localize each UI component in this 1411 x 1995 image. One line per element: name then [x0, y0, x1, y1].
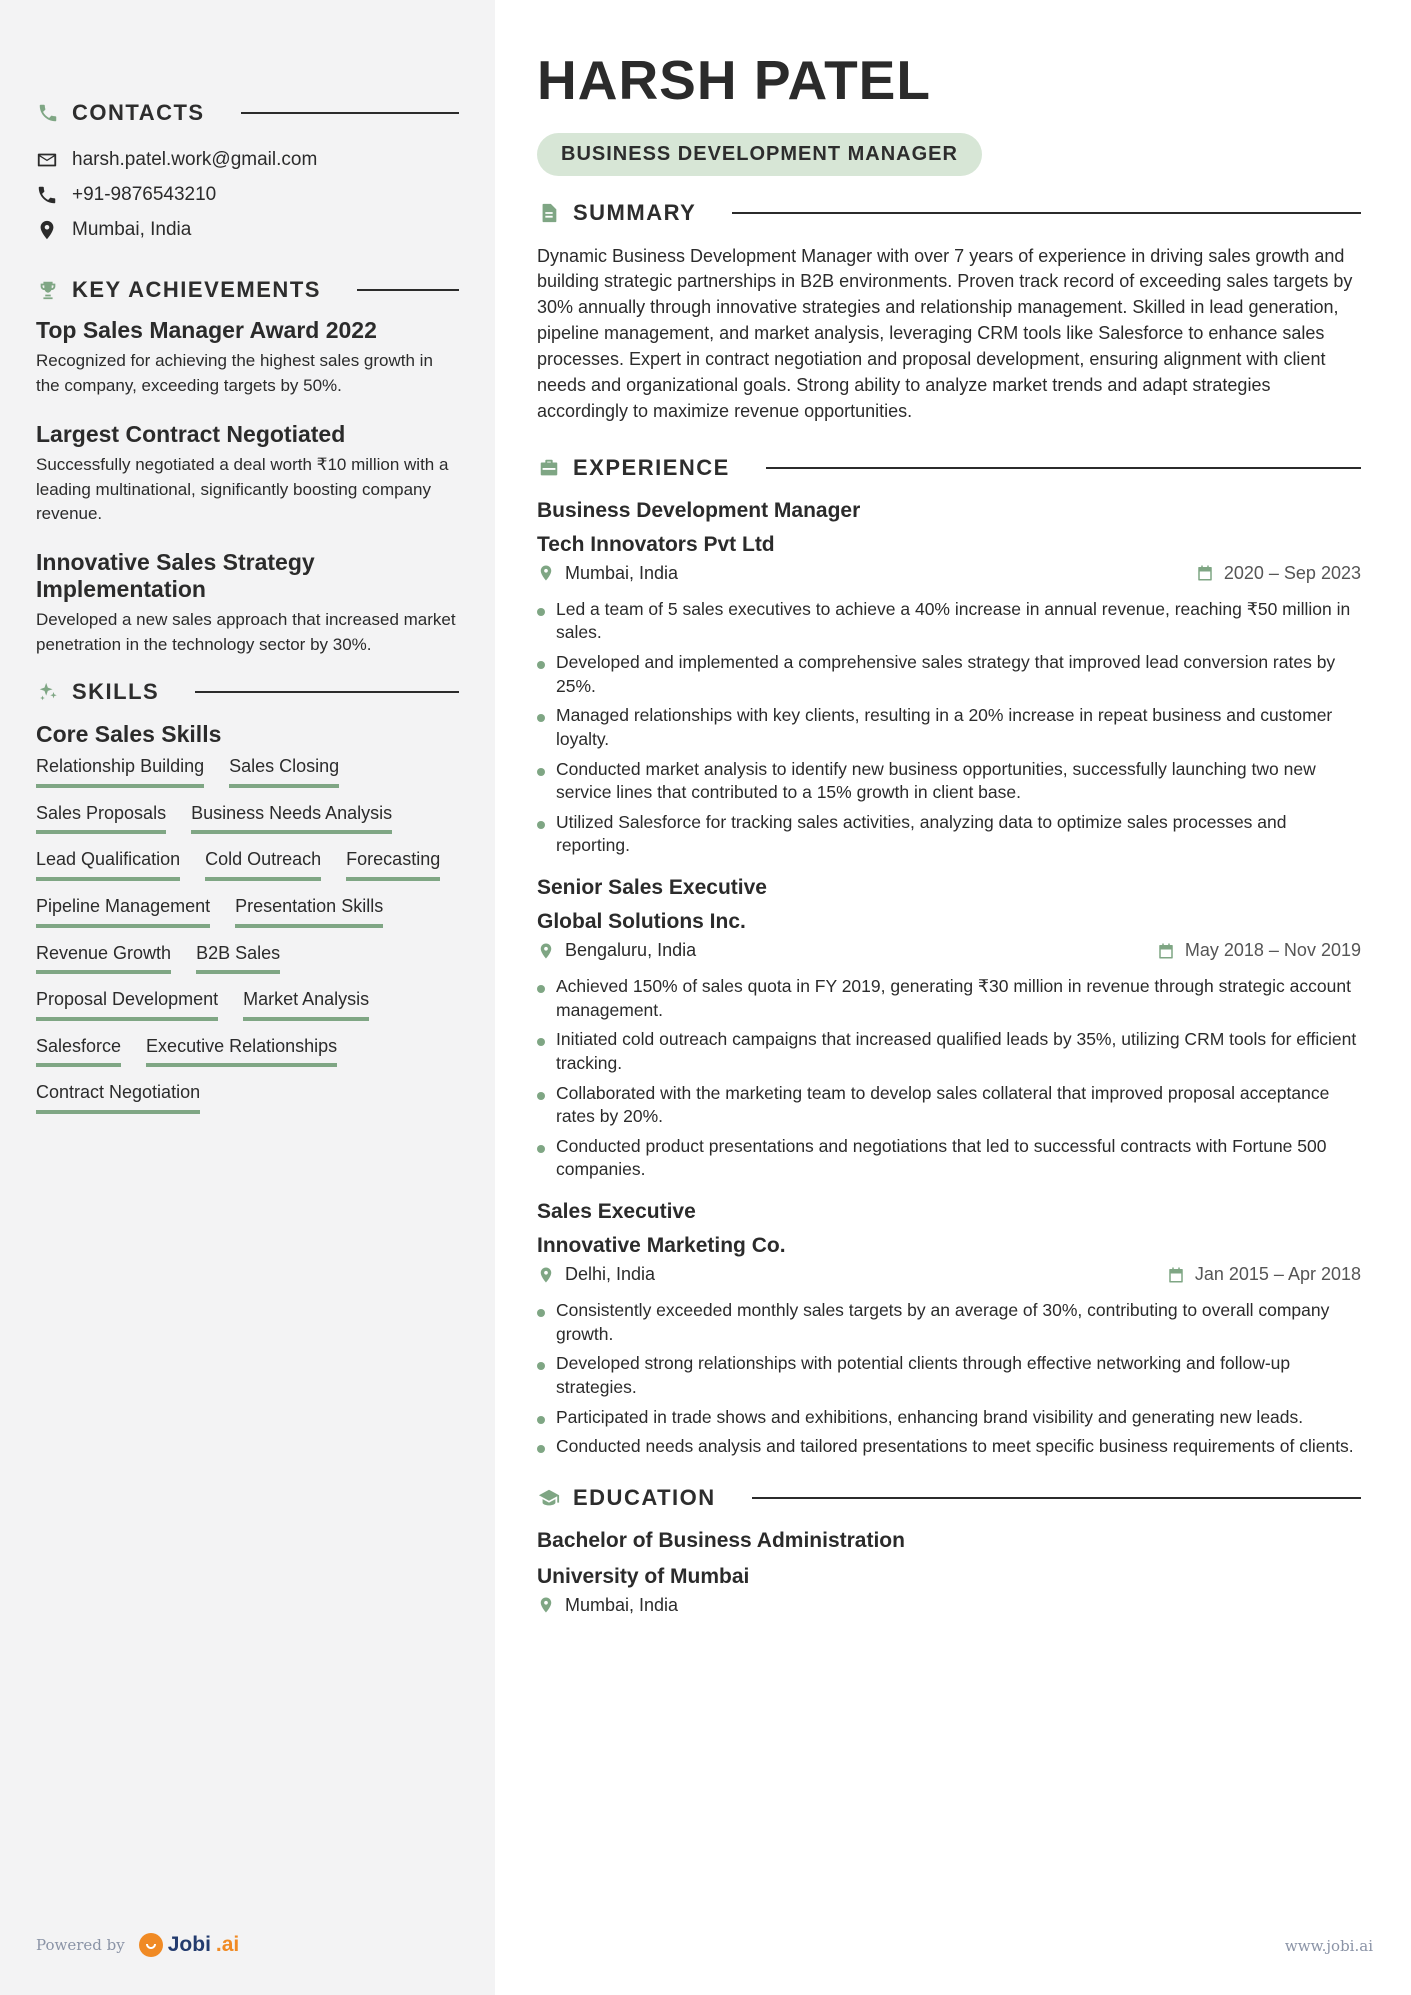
site-url[interactable]: www.jobi.ai	[1284, 1937, 1373, 1955]
job-meta	[537, 1264, 1361, 1285]
jobi-logo-text: Jobi	[167, 1933, 211, 1956]
skills-title: SKILLS	[72, 679, 160, 705]
job-title: Business Development Manager	[537, 498, 861, 522]
skill-chip: Cold Outreach	[205, 849, 321, 881]
job-location-text: Delhi, India	[565, 1264, 656, 1285]
job-location	[537, 563, 678, 584]
education-school: University of Mumbai	[537, 1564, 750, 1588]
achievement-title: Largest Contract Negotiated	[36, 420, 346, 447]
candidate-name: HARSH PATEL	[537, 49, 931, 111]
achievement-item	[36, 317, 459, 399]
job-dates	[1167, 1264, 1361, 1285]
job-location-text: Mumbai, India	[565, 562, 679, 583]
location-pin-icon	[36, 219, 58, 241]
job-title: Senior Sales Executive	[537, 876, 767, 900]
calendar-icon	[1157, 942, 1175, 960]
education-meta	[537, 1595, 1361, 1616]
job-bullets	[537, 975, 1361, 1182]
job-dates-text: Jan 2015 – Apr 2018	[1194, 1264, 1361, 1285]
job-bullet: Collaborated with the marketing team to develop sales collateral that improved proposal acceptance rates by 20%.	[537, 1082, 1361, 1129]
skill-chip: Presentation Skills	[235, 896, 383, 928]
section-divider	[195, 691, 459, 693]
jobi-logo-suffix: .ai	[215, 1933, 240, 1956]
trophy-icon	[36, 278, 60, 302]
job-bullet: Led a team of 5 sales executives to achieve a 40% increase in annual revenue, reaching ₹50 million in sales.	[537, 598, 1361, 645]
jobi-logo[interactable]	[139, 1933, 240, 1957]
job-title: Sales Executive	[537, 1200, 696, 1224]
powered-by	[36, 1933, 239, 1957]
skill-chip: B2B Sales	[196, 943, 280, 975]
job-location	[537, 940, 696, 961]
skills-header	[36, 679, 459, 705]
skill-chip: Relationship Building	[36, 756, 204, 788]
skill-chip: Business Needs Analysis	[191, 803, 392, 835]
achievement-item	[36, 421, 459, 527]
summary-text: Dynamic Business Development Manager with over 7 years of experience in driving sales growth and building strategic partnerships in B2B environments. Proven track record of exceeding sales targets by 30% annually through innovative strategies and relationship management. Skilled in lead generation, pipeline management, and market analysis, leveraging CRM tools like Salesforce to enhance sales processes. Expert in contract negotiation and proposal development, ensuring alignment with client needs and organizational goals. Strong ability to analyze market trends and adapt strategies accordingly to maximize revenue opportunities.	[537, 245, 1353, 421]
calendar-icon	[1167, 1266, 1185, 1284]
job-dates-text: 2020 – Sep 2023	[1223, 562, 1361, 583]
contact-list	[36, 142, 459, 247]
achievement-desc: Developed a new sales approach that increased market penetration in the technology sector by 30%.	[36, 609, 456, 654]
experience-title: EXPERIENCE	[573, 454, 730, 480]
section-divider	[241, 112, 459, 114]
achievement-title: Top Sales Manager Award 2022	[36, 317, 377, 343]
section-divider	[732, 212, 1361, 214]
location-pin-icon	[537, 942, 555, 960]
job-bullet: Participated in trade shows and exhibitions, enhancing brand visibility and generating new leads.	[537, 1406, 1361, 1430]
skill-chip: Revenue Growth	[36, 943, 171, 975]
contact-location	[36, 212, 459, 247]
job-dates	[1196, 563, 1361, 584]
job-bullet: Managed relationships with key clients, resulting in a 20% increase in repeat business and customer loyalty.	[537, 704, 1361, 751]
location-pin-icon	[537, 1596, 555, 1614]
summary-header	[537, 200, 1361, 226]
job-location	[537, 1264, 655, 1285]
experience-header	[537, 455, 1361, 481]
main-content	[495, 0, 1411, 1995]
skill-chip: Contract Negotiation	[36, 1082, 200, 1114]
contact-phone	[36, 177, 459, 212]
job-meta	[537, 563, 1361, 584]
sparkle-icon	[36, 680, 60, 704]
contact-email	[36, 142, 459, 177]
email-icon	[36, 149, 58, 171]
document-icon	[537, 201, 561, 225]
role-badge: BUSINESS DEVELOPMENT MANAGER	[537, 133, 982, 176]
location-text: Mumbai, India	[72, 218, 192, 240]
contacts-header	[36, 100, 459, 126]
skills-group-title: Core Sales Skills	[36, 721, 222, 748]
job-bullet: Conducted product presentations and negotiations that led to successful contracts with Fortune 500 companies.	[537, 1135, 1361, 1182]
job-bullets	[537, 598, 1361, 858]
contacts-title: CONTACTS	[72, 100, 205, 125]
job-dates	[1157, 940, 1361, 961]
phone-icon	[36, 101, 60, 125]
skill-chip: Sales Closing	[229, 756, 339, 788]
phone-number[interactable]: +91-9876543210	[72, 183, 217, 205]
education-location	[537, 1595, 678, 1616]
job-company: Innovative Marketing Co.	[537, 1234, 786, 1258]
job-bullet: Achieved 150% of sales quota in FY 2019, generating ₹30 million in revenue through strategic account management.	[537, 975, 1361, 1022]
job-bullet: Developed and implemented a comprehensive sales strategy that improved lead conversion rates by 25%.	[537, 651, 1361, 698]
education-degree: Bachelor of Business Administration	[537, 1528, 905, 1552]
skill-chip: Sales Proposals	[36, 803, 166, 835]
location-pin-icon	[537, 564, 555, 582]
achievement-title: Innovative Sales Strategy Implementation	[36, 549, 315, 602]
phone-icon	[36, 184, 58, 206]
job-company: Tech Innovators Pvt Ltd	[537, 532, 775, 556]
job-bullet: Consistently exceeded monthly sales targets by an average of 30%, contributing to overall company growth.	[537, 1299, 1361, 1346]
achievements-title: KEY ACHIEVEMENTS	[72, 277, 321, 302]
section-divider	[357, 289, 459, 291]
location-pin-icon	[537, 1266, 555, 1284]
skill-chip: Executive Relationships	[146, 1036, 337, 1068]
education-header	[537, 1485, 1361, 1511]
job-location-text: Bengaluru, India	[565, 940, 697, 961]
graduation-cap-icon	[537, 1486, 561, 1510]
job-bullet: Conducted needs analysis and tailored presentations to meet specific business requirements of clients.	[537, 1435, 1361, 1459]
skill-chip: Salesforce	[36, 1036, 121, 1068]
skill-chips	[36, 756, 459, 1114]
job-entry	[537, 1200, 1361, 1459]
job-company: Global Solutions Inc.	[537, 910, 746, 934]
job-bullets	[537, 1299, 1361, 1459]
job-entry	[537, 499, 1361, 858]
skill-chip: Market Analysis	[243, 989, 369, 1021]
job-meta	[537, 940, 1361, 961]
skill-chip: Lead Qualification	[36, 849, 180, 881]
education-location-text: Mumbai, India	[565, 1594, 679, 1615]
skill-chip: Pipeline Management	[36, 896, 210, 928]
jobi-logo-icon	[139, 1933, 163, 1957]
job-entry	[537, 876, 1361, 1182]
skill-chip: Proposal Development	[36, 989, 218, 1021]
sidebar	[0, 0, 495, 1995]
achievements-list	[36, 317, 459, 657]
calendar-icon	[1196, 564, 1214, 582]
achievement-desc: Successfully negotiated a deal worth ₹10 million with a leading multinational, significantly boosting company revenue.	[36, 455, 449, 524]
email-link[interactable]: harsh.patel.work@gmail.com	[72, 148, 318, 170]
summary-title: SUMMARY	[573, 199, 697, 225]
education-title: EDUCATION	[573, 1484, 716, 1510]
job-bullet: Developed strong relationships with potential clients through effective networking and follow-up strategies.	[537, 1352, 1361, 1399]
job-bullet: Utilized Salesforce for tracking sales activities, analyzing data to optimize sales processes and reporting.	[537, 811, 1361, 858]
achievement-desc: Recognized for achieving the highest sales growth in the company, exceeding targets by 50%.	[36, 351, 433, 396]
section-divider	[766, 467, 1361, 469]
powered-by-label: Powered by	[36, 1936, 125, 1954]
job-bullet: Conducted market analysis to identify new business opportunities, successfully launching two new service lines that contributed to a 15% growth in client base.	[537, 758, 1361, 805]
achievement-item	[36, 549, 459, 657]
skill-chip: Forecasting	[346, 849, 440, 881]
job-bullet: Initiated cold outreach campaigns that increased qualified leads by 35%, utilizing CRM tools for efficient tracking.	[537, 1028, 1361, 1075]
section-divider	[752, 1497, 1361, 1499]
briefcase-icon	[537, 456, 561, 480]
job-dates-text: May 2018 – Nov 2019	[1184, 940, 1361, 961]
achievements-header	[36, 277, 459, 303]
